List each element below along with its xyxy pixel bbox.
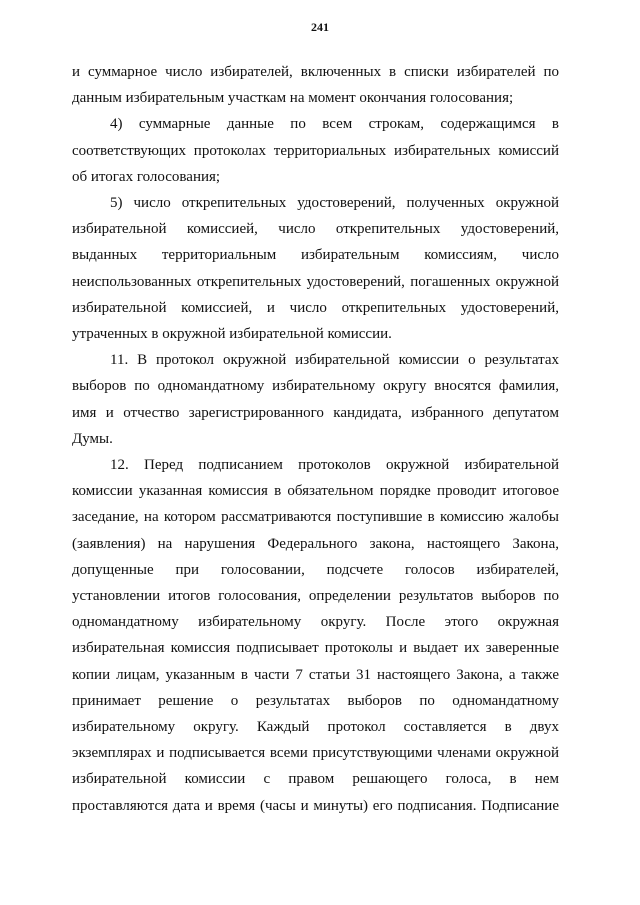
- paragraph: [72, 59, 559, 111]
- text-line: допущенные при голосовании, подсчете голосов избирателей,: [72, 561, 559, 578]
- paragraph: [72, 111, 559, 190]
- text-line: проставляются дата и время (часы и минуты) его подписания. Подписание: [72, 797, 559, 814]
- text-line: 12. Перед подписанием протоколов окружной избирательной: [110, 457, 559, 474]
- text-line: выданных территориальным избирательным комиссиям, число: [72, 247, 559, 264]
- text-line: и суммарное число избирателей, включенных в списки избирателей по: [72, 64, 559, 80]
- text-line: 5) число открепительных удостоверений, полученных окружной: [110, 195, 559, 212]
- document-body: [72, 59, 559, 819]
- text-line: избирательному округу. Каждый протокол составляется в двух: [72, 719, 559, 736]
- text-line: установлении итогов голосования, определении результатов выборов по: [72, 588, 559, 605]
- text-line: заседание, на котором рассматриваются поступившие в комиссию жалобы: [72, 509, 559, 526]
- text-line: соответствующих протоколах территориальных избирательных комиссий: [72, 142, 559, 159]
- text-line: избирательной комиссией, число открепительных удостоверений,: [72, 221, 559, 238]
- paragraph: [72, 452, 559, 819]
- paragraph: [72, 347, 559, 452]
- text-line: избирательной комиссии с правом решающего голоса, в нем: [72, 771, 559, 788]
- text-line: избирательная комиссия подписывает протоколы и выдает их заверенные: [72, 640, 559, 657]
- text-line: экземплярах и подписывается всеми присутствующими членами окружной: [72, 745, 559, 762]
- text-line: об итогах голосования;: [72, 168, 221, 185]
- text-line: данным избирательным участкам на момент окончания голосования;: [72, 90, 514, 107]
- text-line: 4) суммарные данные по всем строкам, содержащимся в: [110, 116, 559, 133]
- text-line: 11. В протокол окружной избирательной комиссии о результатах: [110, 352, 559, 369]
- page-number: 241: [311, 20, 329, 34]
- paragraph: [72, 190, 559, 347]
- text-line: Думы.: [72, 430, 113, 447]
- text-line: (заявления) на нарушения Федерального закона, настоящего Закона,: [72, 535, 559, 552]
- text-line: утраченных в окружной избирательной комиссии.: [72, 326, 392, 343]
- text-line: принимает решение о результатах выборов по одномандатному: [72, 692, 559, 709]
- text-line: комиссии указанная комиссия в обязательном порядке проводит итоговое: [72, 483, 559, 500]
- text-line: выборов по одномандатному избирательному округу вносятся фамилия,: [72, 378, 559, 395]
- text-line: имя и отчество зарегистрированного кандидата, избранного депутатом: [72, 404, 559, 421]
- text-line: избирательной комиссией, и число открепительных удостоверений,: [72, 299, 559, 316]
- text-line: копии лицам, указанным в части 7 статьи 31 настоящего Закона, а также: [72, 666, 559, 683]
- text-line: одномандатному избирательному округу. После этого окружная: [72, 614, 559, 631]
- text-line: неиспользованных открепительных удостоверений, погашенных окружной: [72, 273, 559, 290]
